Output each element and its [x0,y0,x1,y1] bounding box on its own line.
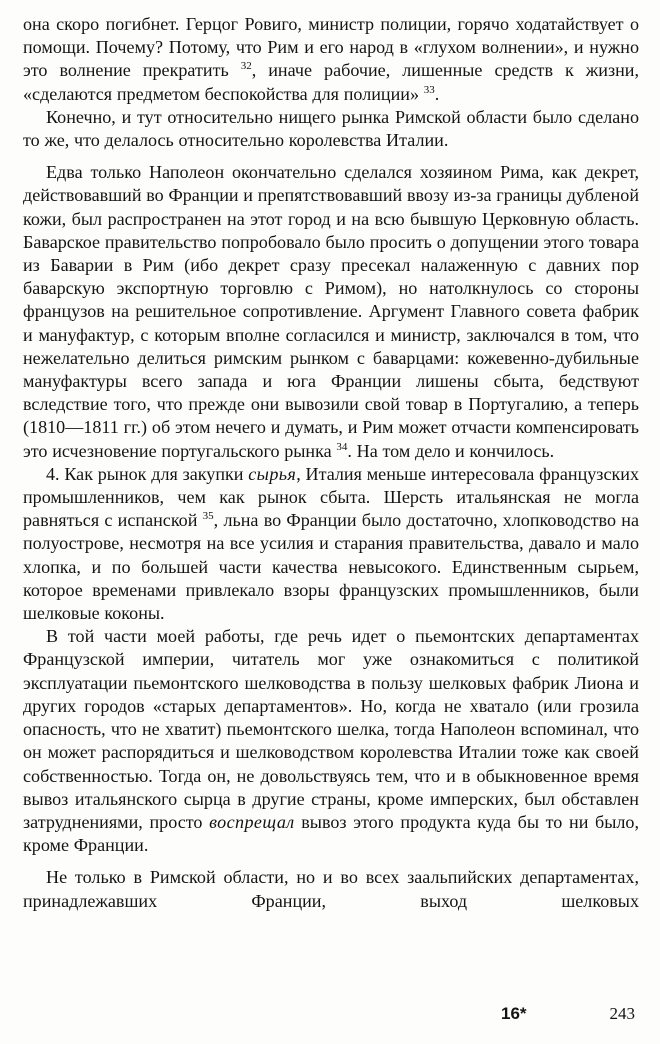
text-run: , Италия меньше интересовала французских промышленников, чем как рынок сбыта. Шерсть итальянская не могла равняться с испанской [23,463,639,531]
text-run: Конечно, и тут относительно нищего рынка Римской области было сделано то же, что делалось относительно королевства Италии. [23,106,639,151]
text-run: В той части моей работы, где речь идет о пьемонтских департаментах Французской империи, читатель мог уже ознакомиться с политикой эксплуатации пьемонтского шелководства в пользу шелковых фабрик Лиона и других городов «старых департаментов». Но, когда не хватало (или грозила опасность, что не хватит) пьемонтского шелка, тогда Наполеон вспоминал, что он может распорядиться и шелководством королевства Италии тоже как своей собственностью. Тогда он, не довольствуясь тем, что и в обыкновенное время вывоз итальянского сырца в другие страны, кроме имперских, был обставлен затруднениями, просто [23,626,639,832]
paragraph [23,13,639,106]
paragraph [23,625,639,857]
printer-signature-mark: 16* [501,1004,527,1023]
emphasis-text: сырья [248,463,297,484]
page-number: 243 [609,1004,635,1023]
text-run: . На том дело и кончилось. [347,440,555,461]
text-run: вывоз этого продукта куда бы то ни было, кроме Франции. [23,811,639,856]
footnote-ref: 35 [202,510,214,523]
paragraph [23,161,639,463]
paragraph [23,463,639,625]
footnote-ref: 34 [336,440,348,453]
page-body-text [23,13,639,913]
text-run: Едва только Наполеон окончательно сделался хозяином Рима, как декрет, действовавший во Франции и препятствовавший ввозу из-за границы дубленой кожи, был распространен на этот город и на всю бывшую Церковную область. Баварское правительство попробовало было просить о допущении этого товара из Баварии в Рим (ибо декрет сразу пресекал налаженную с давних пор баварскую экспортную торговлю с Римом), но натолкнулось со стороны французов на решительное сопротивление. Аргумент Главного совета фабрик и мануфактур, с которым вполне согласился и министр, заключался в том, что нежелательно делиться римским рынком с баварцами: кожевенно-дубильные мануфактуры всего запада и юга Франции лишены сбыта, бедствуют вследствие того, что прежде они вывозили свой товар в Португалию, а теперь (1810—1811 гг.) об этом нечего и думать, и Рим может отчасти компенсировать это исчезновение португальского рынка [23,162,639,461]
text-run: , льна во Франции было достаточно, хлопководство на полуострове, несмотря на все усилия и старания правительства, давало и мало хлопка, и по большей части качества невысокого. Единственным сырьем, которое временами привлекало взоры французских промышленников, были шелковые коконы. [23,510,639,624]
text-run: Не только в Римской области, но и во всех заальпийских департаментах, принадлежавших Франции, выход шелковых [23,867,639,911]
text-run: . [434,83,440,104]
emphasis-text: воспрещал [209,811,295,832]
footnote-ref: 33 [423,83,435,96]
text-run: , иначе рабочие, лишенные средств к жизни, «сделаются предметом беспокойства для полиции» [23,60,639,104]
paragraph [23,866,639,912]
text-run: она скоро погибнет. Герцог Ровиго, министр полиции, горячо ходатайствует о помощи. Почему? Потому, что Рим и его народ в «глухом волнении», и нужно это волнение прекратить [23,14,639,81]
footnote-ref: 32 [240,60,252,73]
page-footer [23,1004,639,1028]
paragraph [23,106,639,152]
text-run: 4. Как рынок для закупки [46,463,249,484]
